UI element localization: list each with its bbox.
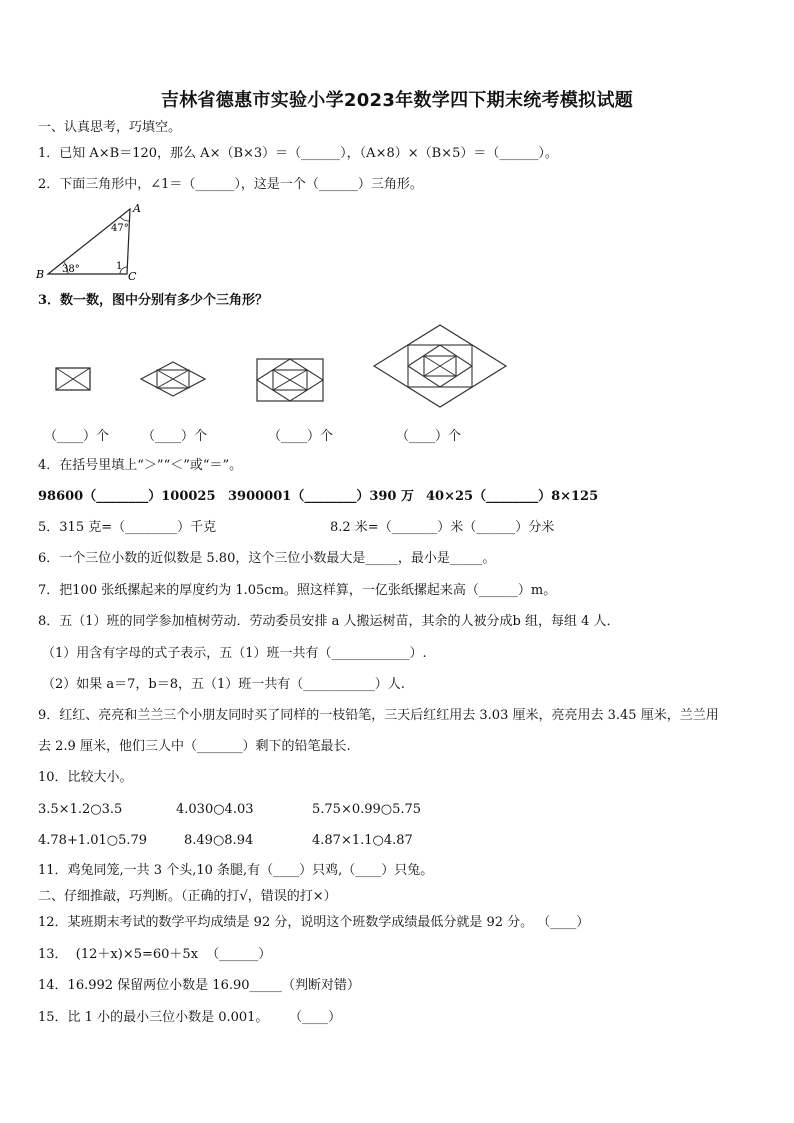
question-7: 7．把100 张纸摞起来的厚度约为 1.05cm。照这样算，一亿张纸摞起来高（______）m。 [38, 583, 557, 598]
question-11: 11．鸡兔同笼,一共 3 个头,10 条腿,有（____）只鸡,（____）只兔。 [38, 863, 434, 878]
section-2-heading: 二、仔细推敲，巧判断。（正确的打√，错误的打×） [38, 889, 337, 904]
question-9-line-1: 9．红红、亮亮和兰兰三个小朋友同时买了同样的一枝铅笔，三天后红红用去 3.03 厘米，亮亮用去 3.45 厘米，兰兰用 [38, 708, 719, 723]
question-8: 8．五（1）班的同学参加植树劳动．劳动委员安排 a 人搬运树苗，其余的人被分成b 组，每组 4 人． [38, 614, 620, 629]
triangle-figure [30, 198, 160, 282]
compare-item-6: 4.87×1.1○4.87 [312, 833, 413, 848]
compare-item-2: 4.030○4.03 [176, 802, 254, 817]
question-15: 15．比 1 小的最小三位小数是 0.001。 （____） [38, 1010, 342, 1025]
vertex-c-label: C [128, 270, 137, 282]
question-8-part-1: （1）用含有字母的式子表示，五（1）班一共有（____________）. [42, 646, 427, 661]
question-12: 12．某班期末考试的数学平均成绩是 92 分，说明这个班数学成绩最低分就是 92 分。 （____） [38, 915, 590, 930]
angle-a-label: 47° [111, 223, 129, 234]
question-10: 10．比较大小。 [38, 770, 133, 785]
shape-3-answer: （____）个 [268, 429, 334, 444]
question-13: 13． (12＋x)×5=60＋5x （______） [38, 947, 272, 962]
compare-item-1: 3.5×1.2○3.5 [38, 802, 123, 817]
vertex-b-label: B [36, 268, 45, 281]
shape-3 [255, 357, 325, 403]
angle-b-label: 38° [62, 264, 80, 275]
compare-item-4: 4.78+1.01○5.79 [38, 833, 148, 848]
angle-a-arc [120, 217, 129, 221]
question-4-item-3: 40×25（________）8×125 [426, 489, 599, 504]
compare-item-5: 8.49○8.94 [184, 833, 254, 848]
question-4: 4．在括号里填上“＞”“＜”或“＝”。 [38, 458, 243, 473]
question-6: 6．一个三位小数的近似数是 5.80，这个三位小数最大是_____，最小是_____。 [38, 551, 496, 566]
page-title: 吉林省德惠市实验小学2023年数学四下期末统考模拟试题 [160, 90, 634, 111]
question-3: 3．数一数，图中分别有多少个三角形？ [38, 293, 269, 308]
question-9-line-2: 去 2.9 厘米，他们三人中（_______）剩下的铅笔最长. [38, 739, 351, 754]
shape-4 [372, 323, 508, 409]
compare-item-3: 5.75×0.99○5.75 [312, 802, 422, 817]
question-14: 14．16.992 保留两位小数是 16.90_____（判断对错） [38, 978, 361, 993]
section-1-heading: 一、认真思考，巧填空。 [38, 120, 182, 135]
shape-4-answer: （____）个 [396, 429, 462, 444]
question-8-part-2: （2）如果 a＝7，b＝8，五（1）班一共有（___________）人. [42, 677, 405, 692]
question-4-item-2: 3900001（________）390 万 [228, 489, 414, 504]
question-2: 2．下面三角形中，∠1＝（______），这是一个（______）三角形。 [38, 177, 423, 192]
vertex-a-label: A [133, 202, 141, 215]
question-5-part-2: 8.2 米=（_______）米（______）分米 [330, 520, 555, 535]
shape-2-answer: （____）个 [142, 429, 208, 444]
question-5-part-1: 5．315 克=（________）千克 [38, 520, 217, 535]
question-4-item-1: 98600（________）100025 [38, 489, 216, 504]
shape-1-answer: （____）个 [44, 429, 110, 444]
angle-1-label: 1 [116, 261, 123, 272]
shape-1 [55, 367, 91, 391]
question-1: 1．已知 A×B＝120，那么 A×（B×3）＝（______），（A×8）×（B×5）＝（______）。 [38, 146, 558, 161]
shape-2 [139, 360, 207, 398]
